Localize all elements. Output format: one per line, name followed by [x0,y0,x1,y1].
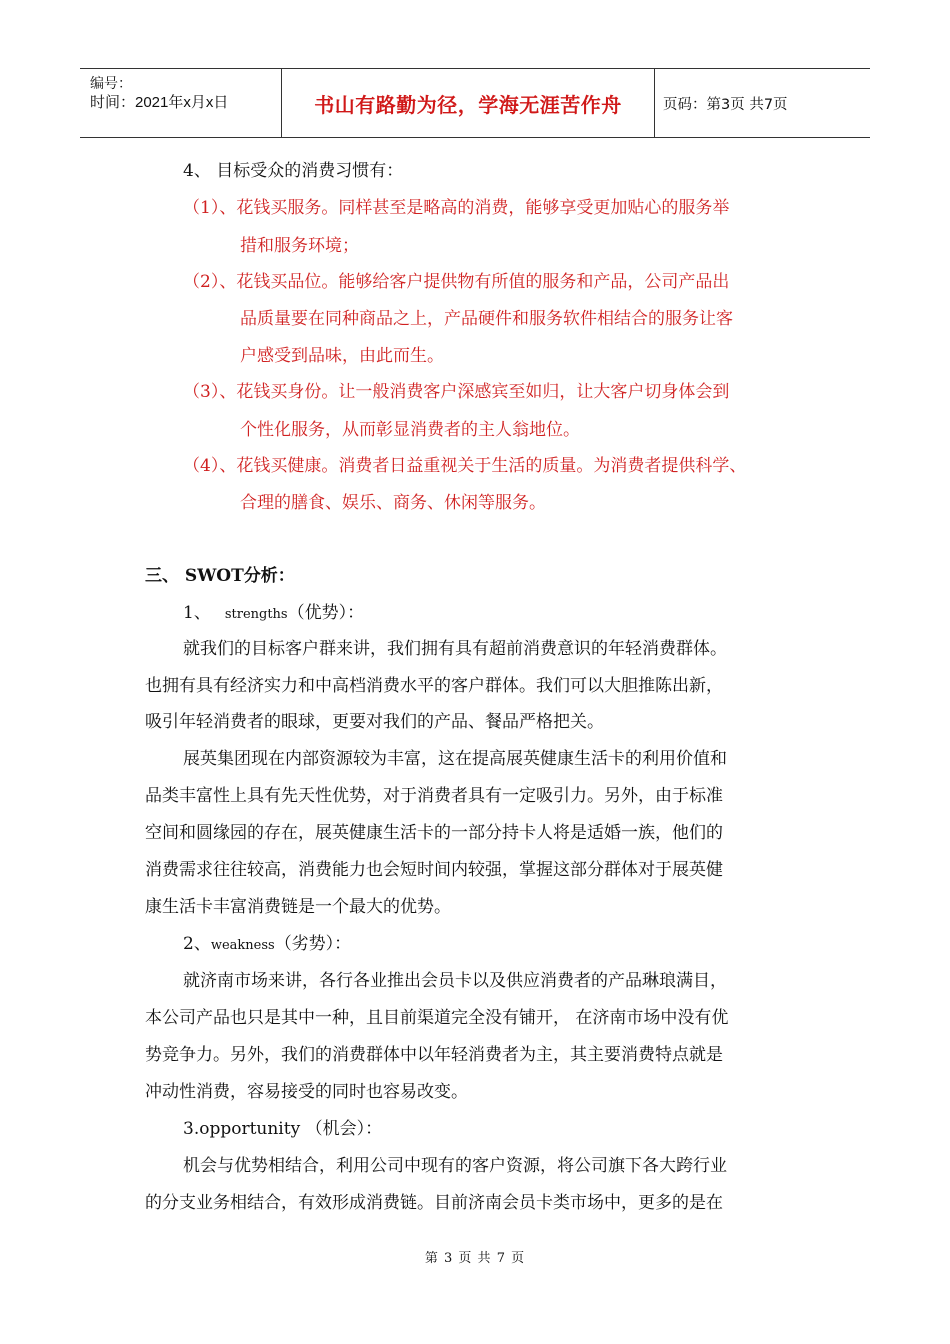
strengths-p2-line2: 品类丰富性上具有先天性优势，对于消费者具有一定吸引力。另外，由于标准 [145,786,723,806]
item3-line2: 个性化服务，从而彰显消费者的主人翁地位。 [240,420,580,440]
item4-line2: 合理的膳食、娱乐、商务、休闲等服务。 [240,493,546,513]
weakness-num: 2、 [183,934,211,954]
motto: 书山有路勤为径，学海无涯苦作舟 [314,92,622,117]
strengths-cn: （优势）： [287,603,365,623]
time-label: 时间：2021年x月x日 [90,94,229,111]
header-page-cell [654,69,870,137]
strengths-p2-line3: 空间和圆缘园的存在，展英健康生活卡的一部分持卡人将是适婚一族，他们的 [145,823,723,843]
weakness-p1-line3: 势竞争力。另外，我们的消费群体中以年轻消费者为主，其主要消费特点就是 [145,1045,723,1065]
weakness-label [183,933,351,957]
opportunity-label: 3.opportunity （机会）： [183,1119,383,1139]
strengths-p1-line2: 也拥有具有经济实力和中高档消费水平的客户群体。我们可以大胆推陈出新， [145,676,723,696]
swot-heading: 三、 SWOT分析： [145,566,295,586]
strengths-p1-line1: 就我们的目标客户群来讲，我们拥有具有超前消费意识的年轻消费群体。 [183,639,727,659]
header-motto-cell [281,69,655,137]
serial-label: 编号： [90,75,132,91]
strengths-num: 1、 [183,603,211,623]
item2-line2: 品质量要在同种商品之上，产品硬件和服务软件相结合的服务让客 [240,309,733,329]
item2-line3: 户感受到品味，由此而生。 [240,346,444,366]
weakness-p1-line2: 本公司产品也只是其中一种，且目前渠道完全没有铺开， 在济南市场中没有优 [145,1008,729,1028]
weakness-en: weakness [210,938,275,953]
item2-line1: （2）、花钱买品位。能够给客户提供物有所值的服务和产品，公司产品出 [183,272,730,292]
section4-title: 4、 目标受众的消费习惯有： [183,161,404,181]
item1-line2: 措和服务环境； [240,236,359,256]
item3-line1: （3）、花钱买身份。让一般消费客户深感宾至如归，让大客户切身体会到 [183,382,730,402]
strengths-label [183,602,364,626]
strengths-p1-line3: 吸引年轻消费者的眼球，更要对我们的产品、餐品严格把关。 [145,712,604,732]
item1-line1: （1）、花钱买服务。同样甚至是略高的消费，能够享受更加贴心的服务举 [183,198,730,218]
strengths-p2-line4: 消费需求往往较高，消费能力也会短时间内较强，掌握这部分群体对于展英健 [145,860,723,880]
item4-line1: （4）、花钱买健康。消费者日益重视关于生活的质量。为消费者提供科学、 [183,456,747,476]
weakness-p1-line1: 就济南市场来讲，各行各业推出会员卡以及供应消费者的产品琳琅满目， [183,971,727,991]
page-header [80,68,870,138]
page-footer: 第 3 页 共 7 页 [424,1251,526,1266]
weakness-cn: （劣势）： [274,934,352,954]
weakness-p1-line4: 冲动性消费，容易接受的同时也容易改变。 [145,1082,468,1102]
header-meta [80,69,280,137]
strengths-p2-line1: 展英集团现在内部资源较为丰富，这在提高展英健康生活卡的利用价值和 [183,749,727,769]
opportunity-p1-line2: 的分支业务相结合，有效形成消费链。目前济南会员卡类市场中，更多的是在 [145,1193,723,1213]
strengths-en: strengths [224,607,288,622]
opportunity-p1-line1: 机会与优势相结合，利用公司中现有的客户资源，将公司旗下各大跨行业 [183,1156,727,1176]
strengths-p2-line5: 康生活卡丰富消费链是一个最大的优势。 [145,897,451,917]
page-info: 页码：第3页 共7页 [663,96,788,113]
